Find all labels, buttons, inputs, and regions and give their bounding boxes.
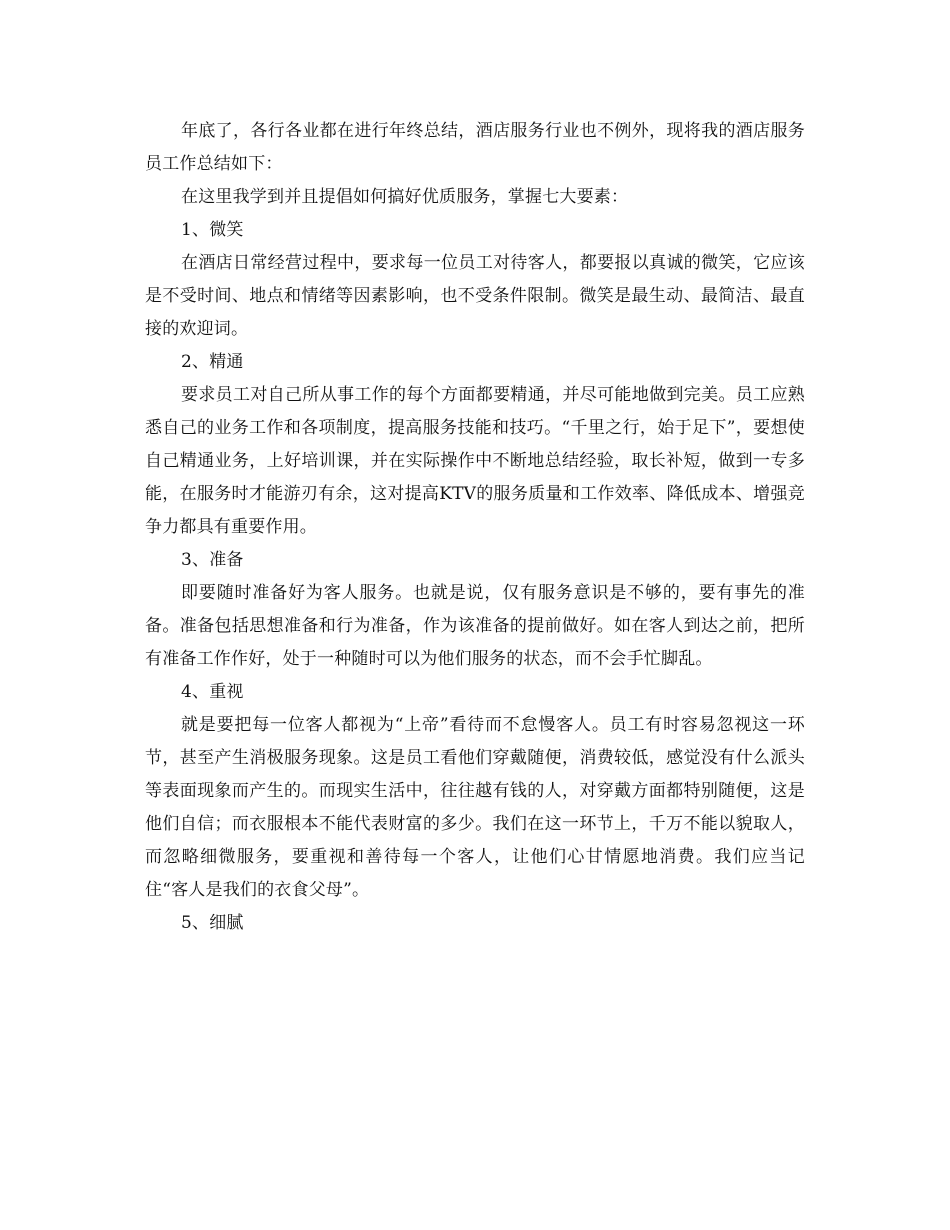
- intro-elements-paragraph: 在这里我学到并且提倡如何搞好优质服务，掌握七大要素：: [181, 187, 629, 207]
- section-heading-preparation: 3、准备: [181, 550, 244, 570]
- section-heading-attention: 4、重视: [181, 682, 244, 702]
- attention-paragraph: 就是要把每一位客人都视为“上帝”看待而不怠慢客人。员工有时容易忽视这一环节，甚至产生消极服务现象。这是员工看他们穿戴随便，消费较低，感觉没有什么派头等表面现象而产生的。而现实生活中，往往越有钱的人，对穿戴方面都特别随便，这是他们自信；而衣服根本不能代表财富的多少。我们在这一环节上，千万不能以貌取人，而忽略细微服务，要重视和善待每一个客人，让他们心甘情愿地消费。我们应当记住“客人是我们的衣食父母”。: [145, 715, 805, 900]
- section-heading-smile: 1、微笑: [181, 220, 244, 240]
- intro-paragraph: 年底了，各行各业都在进行年终总结，酒店服务行业也不例外，现将我的酒店服务员工作总结如下：: [145, 121, 805, 174]
- document-body: [145, 115, 805, 940]
- section-heading-meticulous: 5、细腻: [181, 913, 244, 933]
- preparation-paragraph: 即要随时准备好为客人服务。也就是说，仅有服务意识是不够的，要有事先的准备。准备包括思想准备和行为准备，作为该准备的提前做好。如在客人到达之前，把所有准备工作作好，处于一种随时可以为他们服务的状态，而不会手忙脚乱。: [145, 583, 805, 669]
- proficiency-paragraph: 要求员工对自己所从事工作的每个方面都要精通，并尽可能地做到完美。员工应熟悉自己的业务工作和各项制度，提高服务技能和技巧。“千里之行，始于足下”，要想使自己精通业务，上好培训课，并在实际操作中不断地总结经验，取长补短，做到一专多能，在服务时才能游刃有余，这对提高KTV的服务质量和工作效率、降低成本、增强竞争力都具有重要作用。: [145, 385, 805, 537]
- smile-paragraph: 在酒店日常经营过程中，要求每一位员工对待客人，都要报以真诚的微笑，它应该是不受时间、地点和情绪等因素影响，也不受条件限制。微笑是最生动、最简洁、最直接的欢迎词。: [145, 253, 805, 339]
- section-heading-proficiency: 2、精通: [181, 352, 244, 372]
